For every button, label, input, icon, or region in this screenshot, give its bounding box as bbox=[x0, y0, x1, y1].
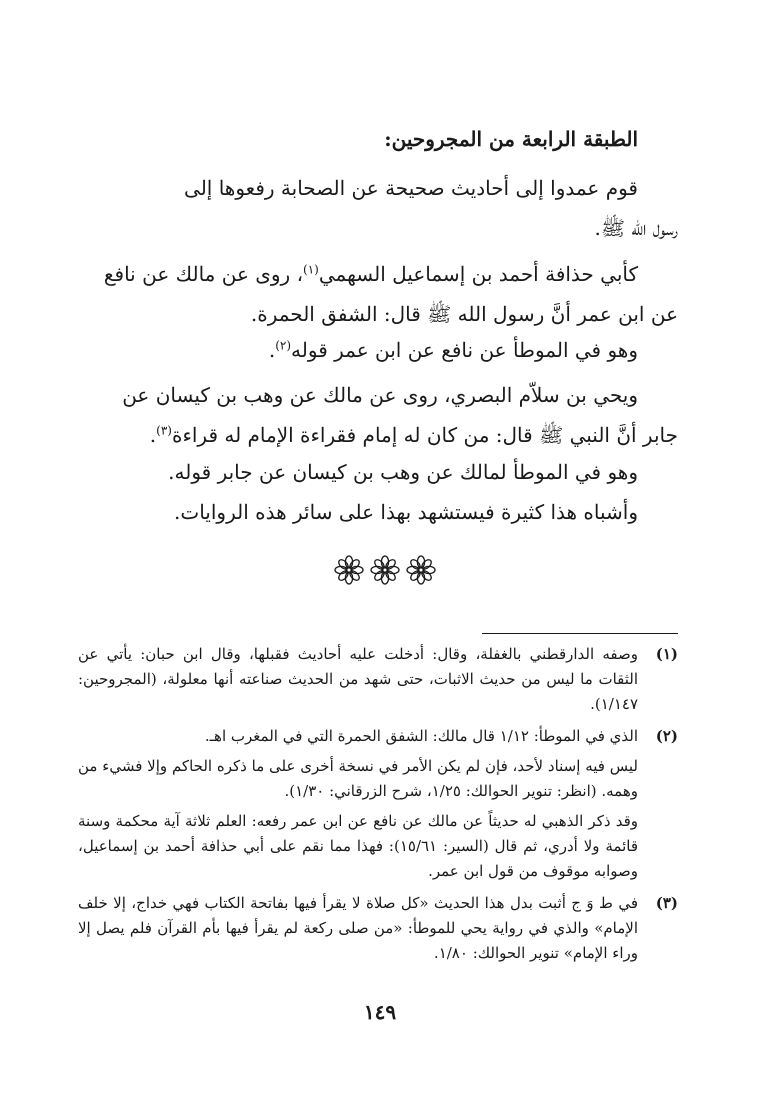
footnote-1 bbox=[78, 642, 678, 717]
paragraph-text: جابر أنَّ النبي ﷺ قال: من كان له إمام فقراءة الإمام له قراءة bbox=[171, 423, 678, 447]
footnote-text: ليس فيه إسناد لأحد، فإن لم يكن الأمر في نسخة أخرى على ما ذكره الحاكم وإلا فشيء من وهمه. (انظر: تنوير الحوالك: ١/٢٥، شرح الزرقاني: ١/٣٠). bbox=[78, 757, 638, 800]
paragraph-text: كأبي حذافة أحمد بن إسماعيل السهمي bbox=[318, 262, 638, 286]
footnote-body bbox=[78, 642, 638, 717]
paragraph-abu-hudhafa bbox=[78, 254, 678, 334]
flower-ornament-icon bbox=[406, 555, 436, 585]
page-number: ١٤٩ bbox=[363, 1000, 397, 1024]
footnote-3 bbox=[78, 891, 678, 966]
paragraph-text: ، روى عن مالك عن نافع bbox=[103, 262, 304, 286]
footnote-2 bbox=[78, 724, 678, 884]
footnote-ref-3[interactable]: (٣) bbox=[156, 423, 172, 438]
footnote-body bbox=[78, 891, 638, 966]
flower-ornament-icon bbox=[334, 555, 364, 585]
paragraph-muwatta-note: وهو في الموطأ عن نافع عن ابن عمر قوله$^{(٢)}$. bbox=[268, 338, 638, 362]
paragraph-line-1: ويحي بن سلاّم البصري، روى عن مالك عن وهب بن كيسان عن bbox=[122, 383, 638, 407]
paragraph-text: وهو في الموطأ عن نافع عن ابن عمر قوله bbox=[291, 338, 638, 362]
paragraph-line-2: جابر أنَّ النبي ﷺ قال: من كان له إمام فقراءة الإمام له قراءة$^{(٣)}$. bbox=[149, 423, 678, 447]
intro-paragraph bbox=[78, 168, 678, 248]
paragraph-line-2: عن ابن عمر أنَّ رسول الله ﷺ قال: الشفق الحمرة. bbox=[250, 302, 678, 326]
footnotes bbox=[78, 642, 678, 973]
footnote-text: الذي في الموطأ: ١/١٢ قال مالك: الشفق الحمرة التي في المغرب اهـ. bbox=[204, 727, 638, 745]
paragraph-line-1 bbox=[78, 254, 678, 294]
footnote-number: (١) bbox=[655, 645, 678, 663]
intro-line-1: قوم عمدوا إلى أحاديث صحيحة عن الصحابة رفعوها إلى bbox=[184, 176, 638, 200]
footnote-separator bbox=[482, 633, 678, 634]
footnote-ref-2[interactable]: (٢) bbox=[275, 338, 292, 353]
section-heading: الطبقة الرابعة من المجروحين: bbox=[384, 127, 638, 151]
paragraph-conclusion: وأشباه هذا كثيرة فيستشهد بهذا على سائر هذه الروايات. bbox=[174, 500, 638, 524]
paragraph-muwatta-jabir: وهو في الموطأ لمالك عن وهب بن كيسان عن جابر قوله. bbox=[168, 460, 638, 484]
flower-ornament-icon bbox=[370, 555, 400, 585]
intro-line-2: رسول الله ﷺ. bbox=[594, 216, 678, 240]
section-end-ornament bbox=[330, 552, 440, 588]
footnote-ref-1[interactable]: (١) bbox=[303, 262, 319, 277]
footnote-text: في ط وَ ج أثبت بدل هذا الحديث «كل صلاة لا يقرأ فيها بفاتحة الكتاب فهي خداج، إلا خلف الإمام» والذي في رواية يحي للموطأ: «من صلى ركعة لم يقرأ فيها بأم القرآن فلم يصل إلا وراء الإمام» تنوير الحوالك: ١/٨٠. bbox=[78, 894, 638, 962]
footnote-text: وصفه الدارقطني بالغفلة، وقال: أدخلت عليه أحاديث فقبلها، وقال ابن حبان: يأتي عن الثقات ما ليس من حديث الاثبات، حتى شهد من الحديث صناعته أنها معلولة، (المجروحين: ١/١٤٧). bbox=[78, 645, 638, 713]
footnote-text: وقد ذكر الذهبي له حديثاً عن مالك عن نافع عن ابن عمر رفعه: العلم ثلاثة آية محكمة وسنة قائمة ولا أدري، ثم قال (السير: ١٥/٦١): فهذا مما نقم على أبي حذافة أحمد بن إسماعيل، وصوابه موقوف من قول ابن عمر. bbox=[78, 812, 638, 880]
paragraph-yahya-ibn-sallam bbox=[78, 375, 678, 455]
footnote-number: (٣) bbox=[655, 894, 678, 912]
footnote-number: (٢) bbox=[655, 727, 678, 745]
footnote-body bbox=[78, 724, 638, 884]
